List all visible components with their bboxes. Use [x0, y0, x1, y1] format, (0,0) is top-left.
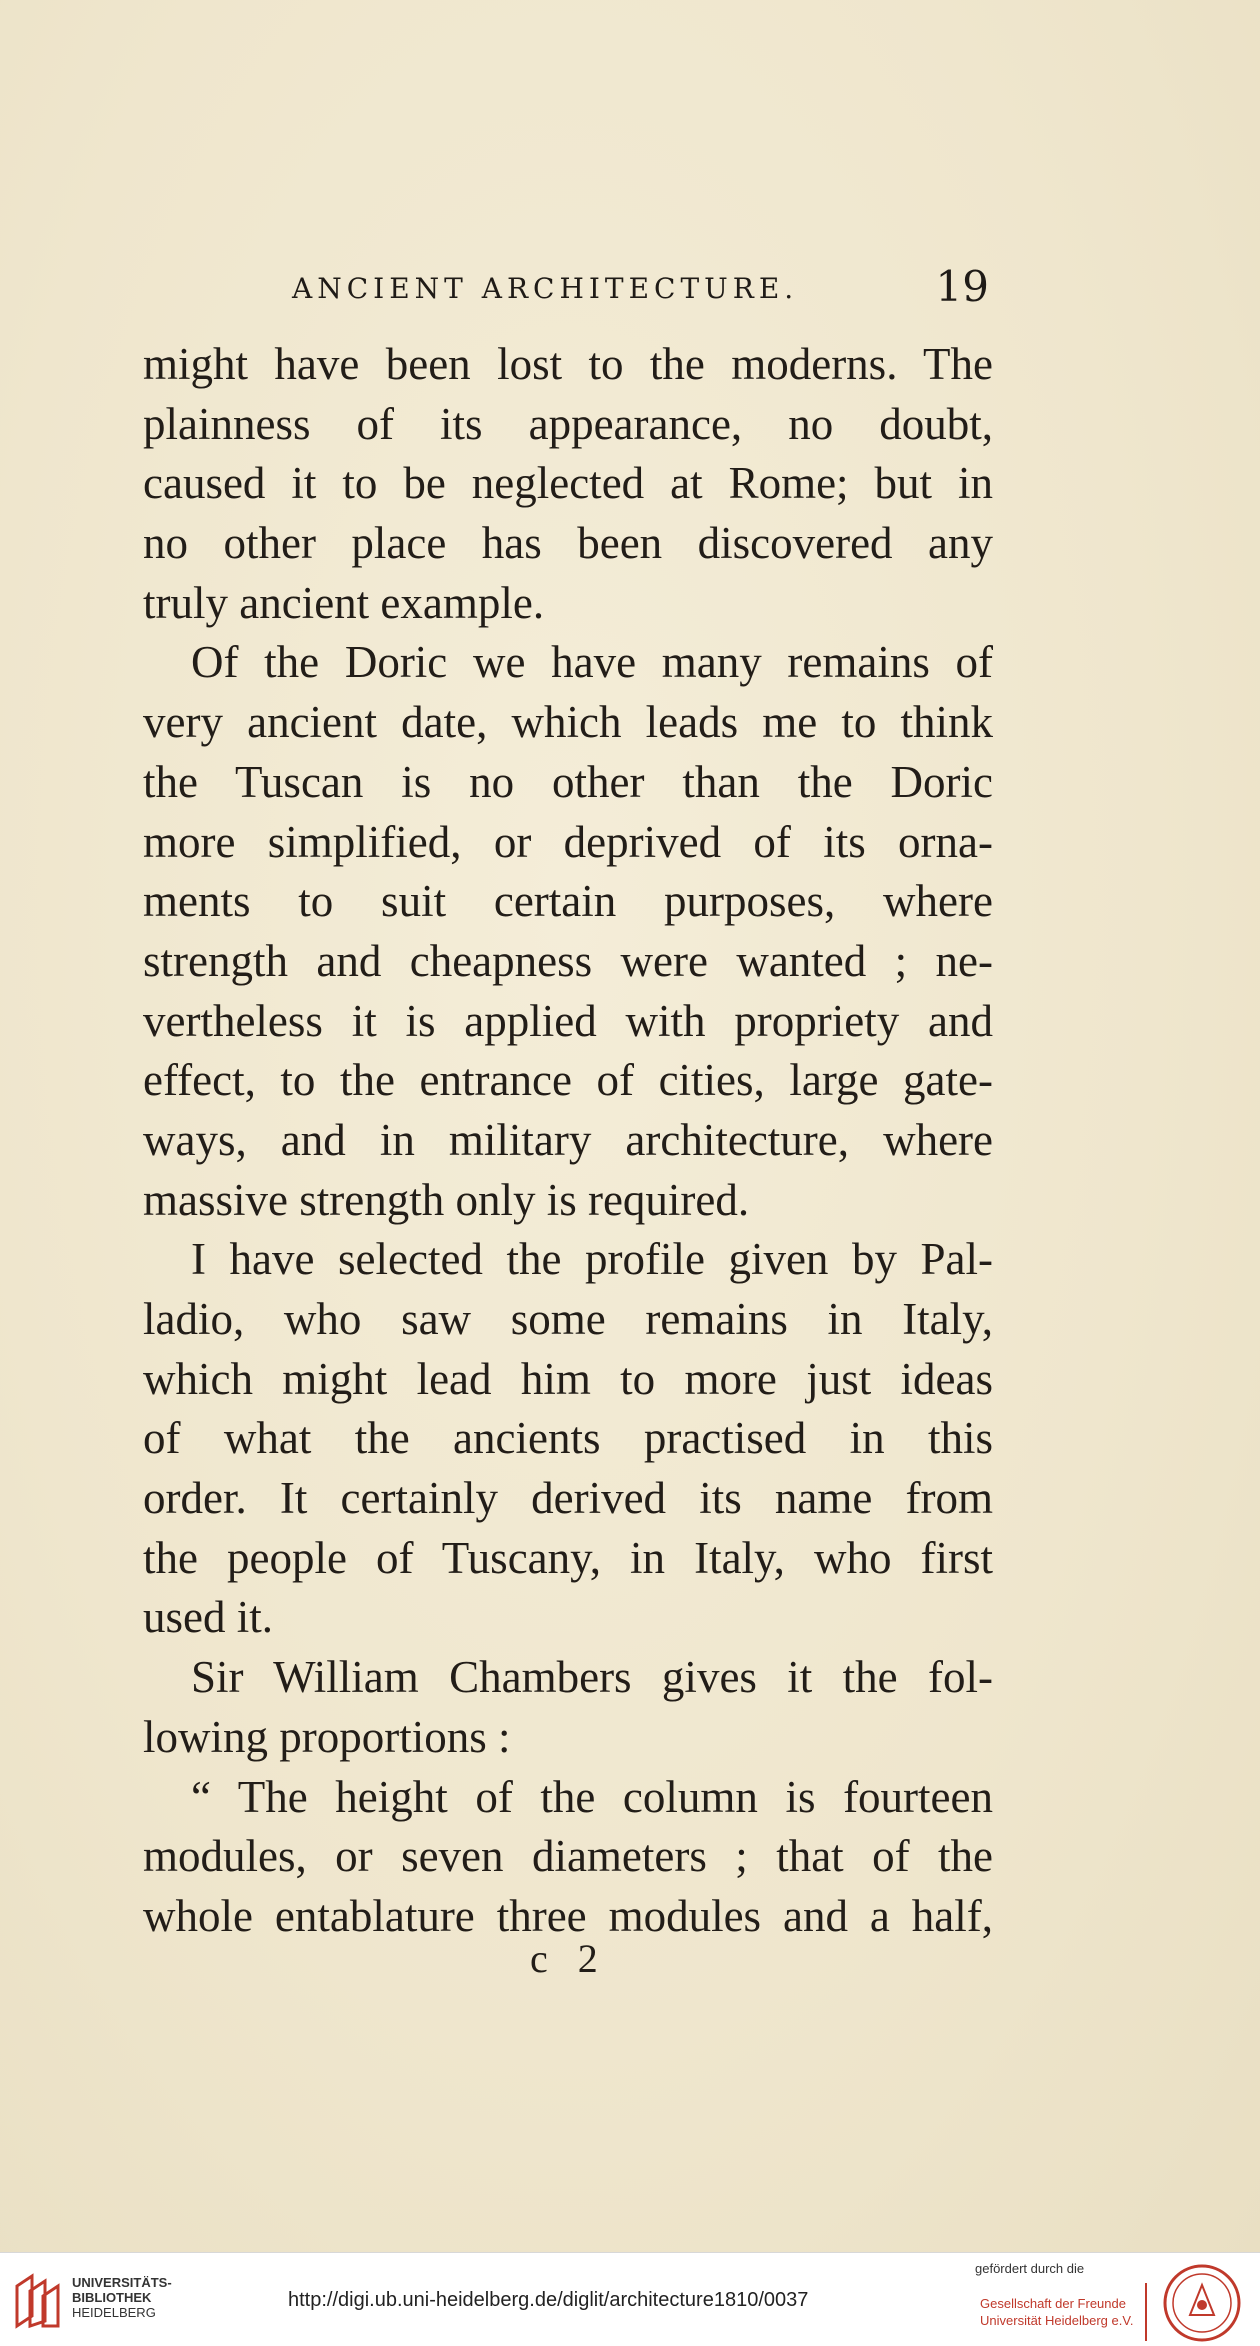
- text-line: caused it to be neglected at Rome; but in: [143, 458, 993, 509]
- text-line: ments to suit certain purposes, where: [143, 876, 993, 927]
- paragraph: [143, 1230, 993, 1648]
- text-line: ways, and in military architecture, where: [143, 1114, 993, 1165]
- text-line: “ The height of the column is fourteen: [191, 1771, 993, 1822]
- text-line: no other place has been discovered any: [143, 518, 993, 569]
- source-url-link[interactable]: http://digi.ub.uni-heidelberg.de/diglit/architecture1810/0037: [288, 2289, 809, 2311]
- library-name: UNIVERSITÄTS- BIBLIOTHEK HEIDELBERG: [72, 2275, 172, 2320]
- text-line: truly ancient example.: [143, 577, 545, 628]
- signature-mark: c 2: [530, 1936, 608, 1981]
- text-line: modules, or seven diameters ; that of the: [143, 1831, 993, 1882]
- text-line: effect, to the entrance of cities, large gate-: [143, 1055, 993, 1106]
- text-line: might have been lost to the moderns. The: [143, 339, 993, 389]
- ub-heidelberg-logo-icon: [12, 2271, 62, 2331]
- text-line: I have selected the profile given by Pal-: [191, 1234, 993, 1285]
- text-line: lowing proportions :: [143, 1711, 511, 1762]
- text-line: plainness of its appearance, no doubt,: [143, 398, 993, 449]
- university-seal-icon: [1162, 2263, 1242, 2343]
- text-line: the people of Tuscany, in Italy, who first: [143, 1532, 993, 1583]
- running-head: [292, 262, 989, 322]
- text-line: Of the Doric we have many remains of: [191, 637, 993, 688]
- text-line: used it.: [143, 1592, 273, 1643]
- text-line: whole entablature three modules and a half,: [143, 1890, 993, 1941]
- paragraph: [143, 1648, 993, 1767]
- funded-by-label: gefördert durch die: [975, 2261, 1085, 2276]
- text-line: the Tuscan is no other than the Doric: [143, 756, 993, 807]
- page-number: 19: [935, 262, 989, 311]
- text-line: order. It certainly derived its name from: [143, 1473, 993, 1524]
- text-line: Sir William Chambers gives it the fol-: [191, 1652, 993, 1703]
- paragraph: [143, 633, 993, 1230]
- text-line: of what the ancients practised in this: [143, 1413, 993, 1464]
- paragraph: [143, 1768, 993, 1947]
- text-line: massive strength only is required.: [143, 1174, 750, 1225]
- text-line: more simplified, or deprived of its orna-: [143, 816, 993, 867]
- running-title: ANCIENT ARCHITECTURE.: [292, 272, 799, 305]
- footer-divider: [1145, 2283, 1147, 2341]
- paragraph: [143, 335, 993, 633]
- society-name: Gesellschaft der Freunde Universität Heidelberg e.V.: [980, 2296, 1134, 2328]
- text-line: strength and cheapness were wanted ; ne-: [143, 935, 993, 986]
- text-line: which might lead him to more just ideas: [143, 1353, 993, 1404]
- text-line: very ancient date, which leads me to think: [143, 697, 993, 748]
- text-line: vertheless it is applied with propriety and: [143, 995, 993, 1046]
- footer-bar: [0, 2252, 1260, 2346]
- body-text: [143, 335, 993, 1947]
- text-line: ladio, who saw some remains in Italy,: [143, 1294, 993, 1344]
